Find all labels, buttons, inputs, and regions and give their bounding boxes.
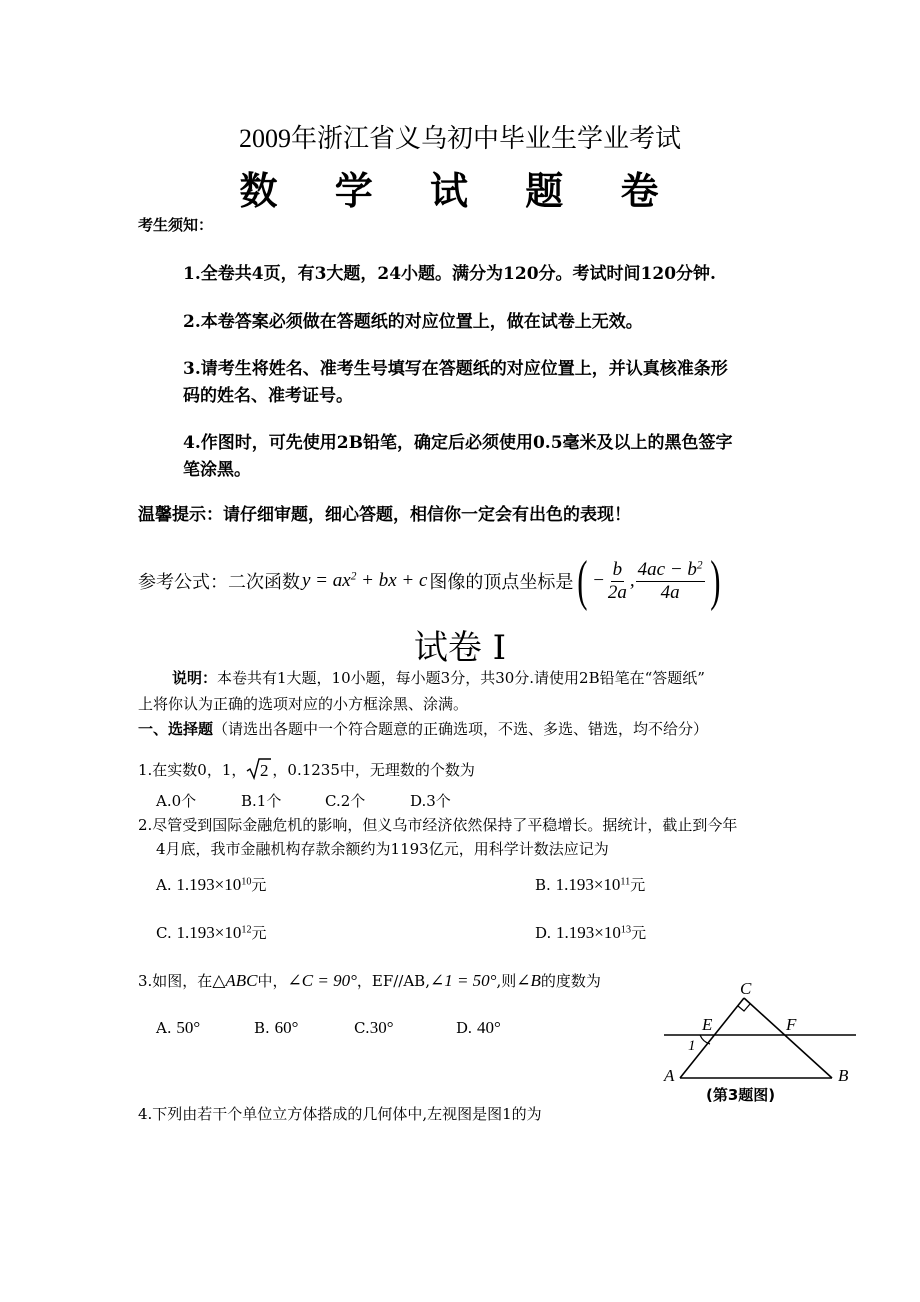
formula-label: 参考公式：: [138, 572, 228, 593]
exam-title: 2009年浙江省义乌初中毕业生学业考试: [238, 124, 681, 153]
notice-item-2: 2.本卷答案必须做在答题纸的对应位置上，做在试卷上无效。: [183, 312, 643, 332]
q3-option-d-value: 40°: [477, 1018, 501, 1037]
q3-stem-b: 中，: [257, 972, 288, 990]
q2-a-exponent: 10: [241, 876, 252, 888]
q1-option-a: A.0个: [156, 792, 197, 810]
q3-stem-a: 3.如图，在: [138, 972, 213, 990]
section-desc-line-1: [172, 667, 705, 688]
formula-expression: $y = ax^2$ + bx + c: [302, 570, 428, 591]
q2-option-b-value: [556, 875, 631, 894]
right-paren: ): [709, 550, 721, 612]
q3-option-c-value: 30°: [369, 1018, 394, 1037]
tip-text: 请仔细审题，细心答题，相信你一定会有出色的表现！: [223, 505, 631, 525]
q2-c-exponent: 12: [241, 924, 252, 936]
q2-option-a-value: [176, 875, 251, 894]
q3-stem-c: ，EF//AB,: [356, 972, 430, 990]
side-cb: [744, 998, 832, 1078]
tip-label: 温馨提示：: [138, 505, 223, 525]
question-2-stem-line-1: 2.尽管受到国际金融危机的影响，但义乌市经济依然保持了平稳增长。据统计，截止到今年: [138, 816, 738, 834]
q1-stem-a: 1.在实数0，1，: [138, 760, 247, 779]
q3-option-a-value: 50°: [176, 1018, 201, 1037]
paper-title: 数 学 试 题 卷: [239, 168, 681, 213]
label-e: E: [702, 1015, 713, 1034]
formula-text-1: 二次函数: [228, 572, 300, 593]
q2-option-d: [535, 922, 646, 943]
label-c: C: [740, 980, 752, 998]
question-3-stem: [138, 970, 601, 991]
q3-triangle: △ABC: [212, 971, 258, 990]
label-b: B: [838, 1066, 849, 1085]
notice-label: 考生须知：: [138, 216, 214, 234]
q3-angle-1: ∠1 = 50°: [429, 971, 497, 990]
q1-option-d: D.3个: [410, 792, 451, 810]
label-1: 1: [688, 1038, 696, 1054]
q2-option-c-value: [177, 923, 252, 942]
notice-item-3-line-1: 3.请考生将姓名、准考生号填写在答题纸的对应位置上，并认真核准条形: [183, 359, 728, 379]
q2-option-d-value: [556, 923, 631, 942]
reference-formula: [138, 550, 724, 612]
right-angle-mark: [738, 1004, 750, 1011]
notice-item-3-line-2: 码的姓名、准考证号。: [183, 386, 353, 406]
q2-option-b-label: B.: [535, 876, 551, 894]
q3-option-b-value: 60°: [274, 1018, 299, 1037]
section-desc-line-2: 上将你认为正确的选项对应的小方框涂黑、涂满。: [138, 695, 469, 713]
left-paren: (: [577, 550, 588, 612]
q2-option-c: [156, 922, 267, 943]
q3-angle-c: ∠C = 90°: [287, 971, 357, 990]
q2-b-base: 1.193×10: [555, 875, 621, 894]
part-heading: [138, 718, 708, 739]
minus-sign: −: [592, 570, 605, 591]
svg-text:2: 2: [260, 761, 269, 780]
sqrt-sign-icon: [246, 757, 272, 781]
q3-stem-d: ,则: [496, 972, 517, 990]
q3-angle-b: ∠B: [516, 971, 541, 990]
section-title: 试卷 I: [413, 628, 507, 668]
q3-figure: [660, 980, 860, 1106]
comma: ,: [629, 570, 635, 591]
vertex-x-denominator: 2a: [607, 581, 627, 603]
q2-c-unit: 元: [251, 924, 267, 942]
q2-option-a-label: A.: [156, 876, 172, 894]
q1-stem-b: ，0.1235中，无理数的个数为: [272, 760, 475, 779]
q3-option-d-label: D.: [456, 1019, 473, 1037]
label-a: A: [664, 1066, 675, 1085]
q3-option-c: [354, 1018, 394, 1038]
q2-d-exponent: 13: [620, 924, 632, 936]
q2-b-exponent: 11: [620, 876, 631, 888]
q3-option-a: [156, 1018, 200, 1038]
question-1-stem: [138, 757, 475, 781]
q2-d-unit: 元: [631, 924, 647, 942]
vertex-x-fraction: [606, 559, 629, 604]
sqrt-2: [246, 757, 272, 781]
q2-a-base: 1.193×10: [176, 875, 242, 894]
q2-option-b: [535, 874, 645, 895]
vertex-y-fraction: [636, 559, 705, 604]
notice-item-1: 1.全卷共4页，有3大题，24小题。满分为120分。考试时间120分钟.: [183, 264, 716, 284]
q2-option-a: [156, 874, 266, 895]
q3-stem-e: 的度数为: [540, 972, 601, 990]
question-2-stem-line-2: 4月底，我市金融机构存款余额约为1193亿元，用科学计数法应记为: [156, 840, 609, 858]
q2-b-unit: 元: [630, 876, 646, 894]
desc-text-1: 本卷共有1大题，10小题，每小题3分，共30分.请使用2B铅笔在“答题纸”: [217, 669, 705, 687]
q3-option-b: [254, 1018, 298, 1038]
notice-item-4-line-2: 笔涂黑。: [183, 460, 251, 480]
vertex-x-numerator: b: [612, 558, 623, 580]
part-label: 一、选择题: [138, 720, 214, 738]
formula-text-2: 图像的顶点坐标是: [429, 572, 574, 593]
q3-option-d: [456, 1018, 501, 1038]
vertex-y-denominator: 4a: [660, 581, 680, 603]
q3-option-b-label: B.: [254, 1019, 270, 1037]
vertex-y-numerator: $4ac - b^2$: [637, 558, 703, 580]
tip: [138, 500, 631, 525]
q1-option-c: C.2个: [325, 792, 366, 810]
question-4-stem: 4.下列由若干个单位立方体搭成的几何体中,左视图是图1的为: [138, 1105, 542, 1123]
q3-option-c-label: C.: [354, 1019, 370, 1037]
q1-option-b: B.1个: [241, 792, 282, 810]
q2-a-unit: 元: [251, 876, 267, 894]
q3-option-a-label: A.: [156, 1019, 172, 1037]
part-note: （请选出各题中一个符合题意的正确选项，不选、多选、错选，均不给分）: [213, 720, 709, 738]
q2-option-c-label: C.: [156, 924, 172, 942]
q2-d-base: 1.193×10: [556, 923, 621, 942]
notice-item-4-line-1: 4.作图时，可先使用2B铅笔，确定后必须使用0.5毫米及以上的黑色签字: [183, 433, 733, 453]
figure-caption: (第3题图): [706, 1086, 776, 1104]
q2-c-base: 1.193×10: [176, 923, 242, 942]
q2-option-d-label: D.: [535, 924, 552, 942]
desc-label: 说明：: [172, 669, 218, 687]
label-f: F: [786, 1015, 797, 1034]
